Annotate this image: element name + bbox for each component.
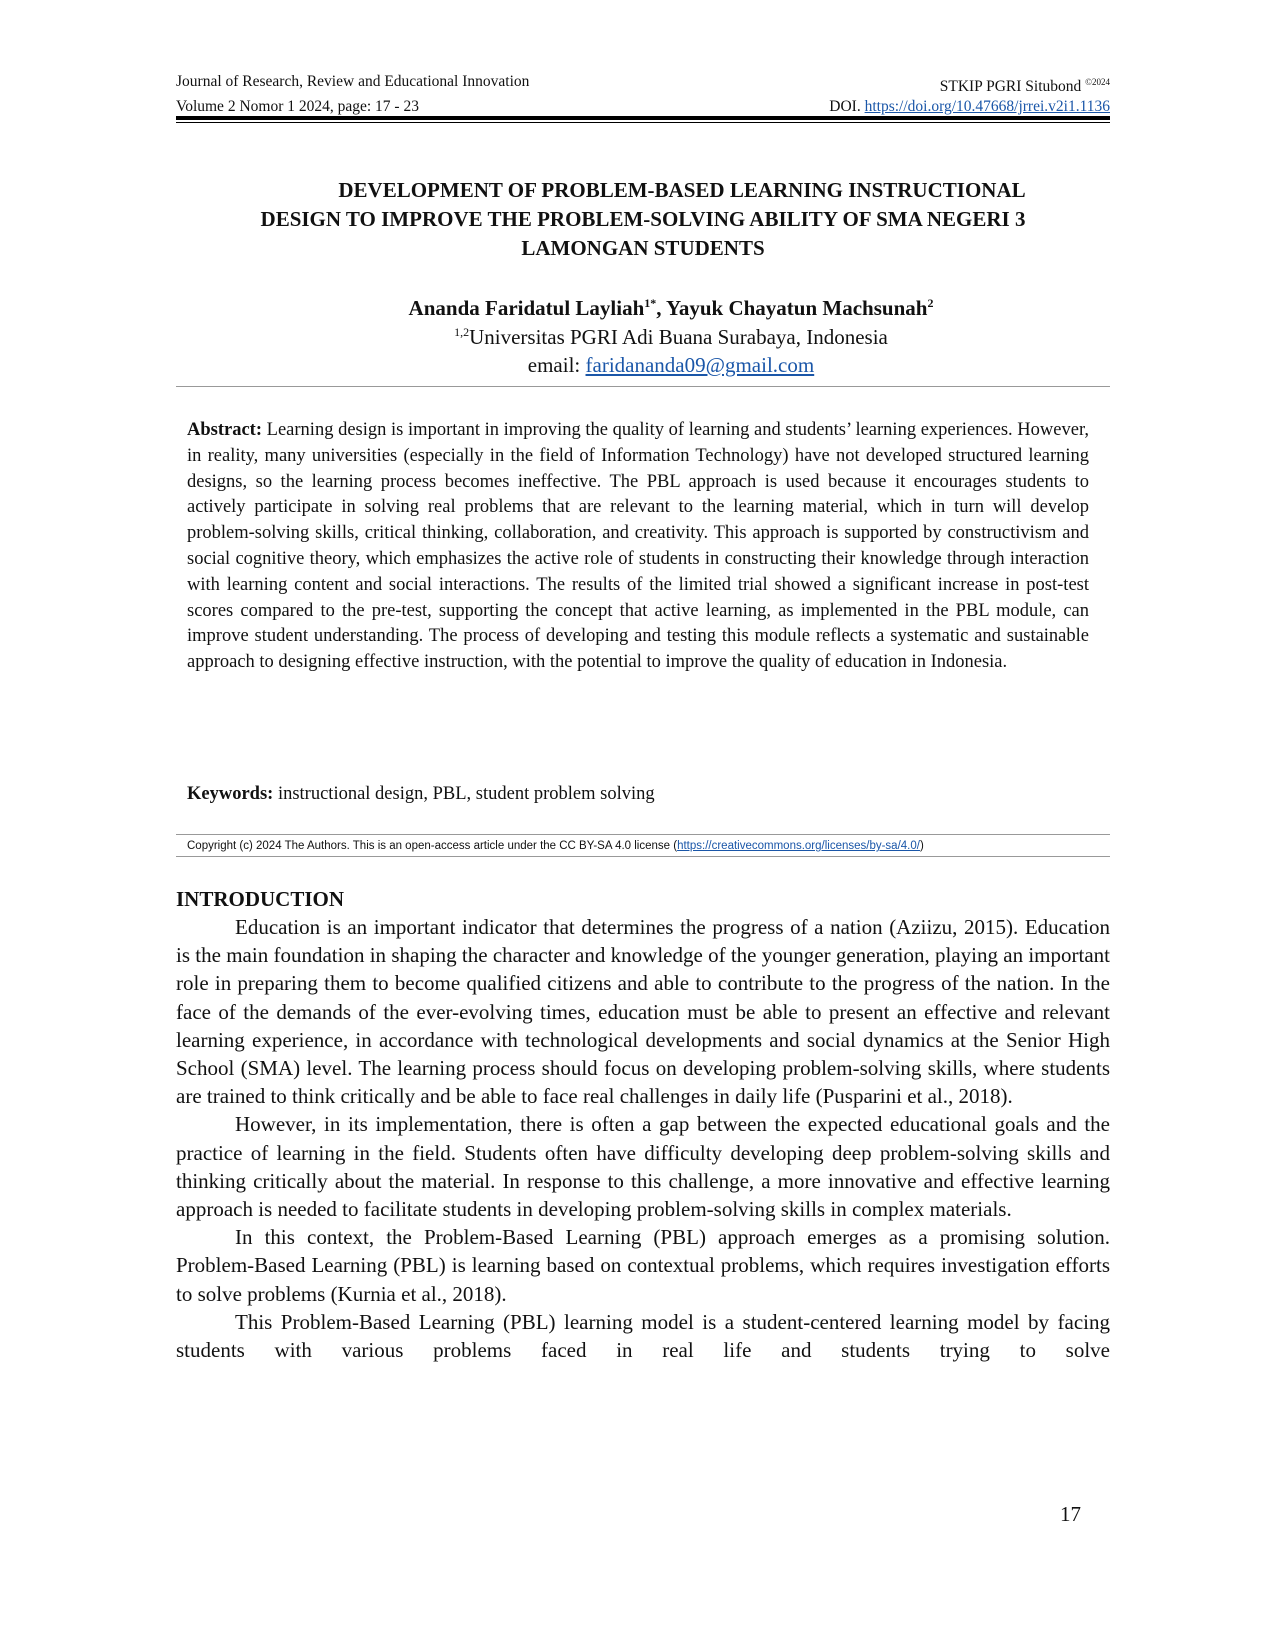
doi-link[interactable]: https://doi.org/10.47668/jrrei.v2i1.1136 (864, 98, 1110, 116)
license-link[interactable]: https://creativecommons.org/licenses/by-sa/4.0/ (677, 840, 920, 852)
paragraph-1: Education is an important indicator that determines the progress of a nation (Aziizu, 2015). Education is the main foundation in shaping the character and knowledge of the younger generation, playing an important role in preparing them to become qualified citizens and able to contribute to the progress of the nation. In the face of the demands of the ever-evolving times, education must be able to present an effective and relevant learning experience, in accordance with technological developments and social dynamics at the Senior High School (SMA) level. The learning process should focus on developing problem-solving skills, where students are trained to think critically and be able to face real challenges in daily life (Pusparini et al., 2018). (176, 915, 1110, 1109)
author-2-sup: 2 (927, 296, 934, 310)
affiliation: Universitas PGRI Adi Buana Surabaya, Indonesia (469, 325, 888, 349)
author-1: Ananda Faridatul Layliah (408, 296, 645, 320)
title-line-3: LAMONGAN STUDENTS (521, 236, 765, 260)
doi-info: DOI. https://doi.org/10.47668/jrrei.v2i1.1136 (829, 98, 1110, 116)
paragraph-3: In this context, the Problem-Based Learning (PBL) approach emerges as a promising solution. Problem-Based Learning (PBL) is learning based on contextual problems, which requires investigation efforts to solve problems (Kurnia et al., 2018). (176, 1225, 1110, 1306)
abstract (187, 418, 1089, 676)
copyright-notice: Copyright (c) 2024 The Authors. This is an open-access article under the CC BY-SA 4.0 license (https://creativecommons.org/licenses/by-sa/4.0/) (187, 840, 924, 852)
header-rule-thin (176, 122, 1110, 123)
copyright-bottom-rule (176, 856, 1110, 857)
author-1-sup: 1* (644, 296, 657, 310)
abstract-label: Abstract: (187, 420, 263, 440)
abstract-top-rule (176, 386, 1110, 387)
institution-name: STKIP PGRI Situbond $^{©2024}$ (939, 77, 1110, 96)
copyright-mark: ©2024 (1085, 77, 1110, 87)
paper-title (176, 176, 1110, 263)
title-line-2: DESIGN TO IMPROVE THE PROBLEM-SOLVING ABILITY OF SMA NEGERI 3 (260, 207, 1026, 231)
page-number: 17 (1060, 1502, 1081, 1526)
header-rule-thick (176, 116, 1110, 120)
running-header (176, 72, 1110, 117)
journal-name: Journal of Research, Review and Educational Innovation (176, 73, 530, 90)
affiliation-sup: 1,2 (454, 325, 470, 339)
keywords-label: Keywords: (187, 784, 274, 804)
affiliation-block (176, 318, 1110, 379)
volume-info: Volume 2 Nomor 1 2024, page: 17 - 23 (176, 98, 419, 116)
author-2: Yayuk Chayatun Machsunah (666, 296, 928, 320)
author-list (176, 290, 1110, 321)
keywords-text: instructional design, PBL, student problem solving (273, 784, 655, 804)
abstract-text: Learning design is important in improving the quality of learning and students’ learning experiences. However, in reality, many universities (especially in the field of Information Technology) have not developed structured learning designs, so the learning process becomes ineffective. The PBL approach is used because it encourages students to actively participate in solving real problems that are relevant to the learning material, which in turn will develop problem-solving skills, critical thinking, collaboration, and creativity. This approach is supported by constructivism and social cognitive theory, which emphasizes the active role of students in constructing their knowledge through interaction with learning content and social interactions. The results of the limited trial showed a significant increase in post-test scores compared to the pre-test, supporting the concept that active learning, as implemented in the PBL module, can improve student understanding. The process of developing and testing this module reflects a systematic and sustainable approach to designing effective instruction, with the potential to improve the quality of education in Indonesia. (187, 420, 1089, 673)
email-label: email: (527, 353, 586, 377)
paragraph-4: This Problem-Based Learning (PBL) learning model is a student-centered learning model by facing students with various problems faced in real life and students trying to solve (176, 1309, 1110, 1363)
paragraph-2: However, in its implementation, there is often a gap between the expected educational goals and the practice of learning in the field. Students often have difficulty developing deep problem-solving skills and thinking critically about the material. In response to this challenge, a more innovative and effective learning approach is needed to facilitate students in developing problem-solving skills in complex materials. (176, 1112, 1110, 1222)
title-line-1: DEVELOPMENT OF PROBLEM-BASED LEARNING INSTRUCTIONAL (338, 178, 1026, 202)
introduction-body (176, 913, 1110, 1364)
copyright-top-rule (176, 834, 1110, 835)
email-link[interactable]: faridananda09@gmail.com (585, 353, 815, 377)
keywords (187, 782, 1089, 807)
section-heading-introduction: INTRODUCTION (176, 887, 345, 911)
author-separator: , (656, 296, 667, 320)
